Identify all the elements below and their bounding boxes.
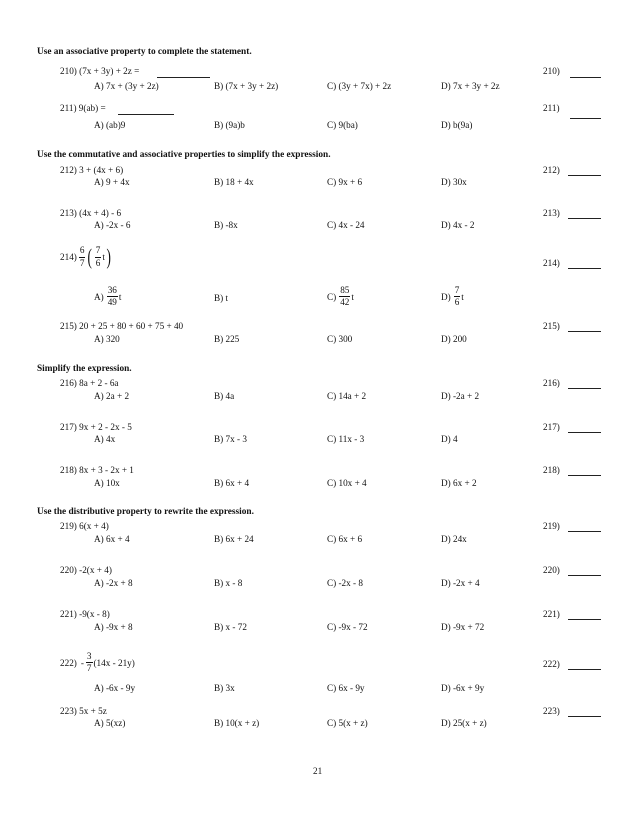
answer-blank[interactable] [568,619,601,620]
problem-number: 216) [543,378,560,388]
problem-number: 222) [543,659,560,669]
answer-blank[interactable] [570,77,601,78]
answer-blank[interactable] [118,114,174,115]
choice-c: C) 5(x + z) [327,718,368,728]
problem-stem: 213) (4x + 4) - 6 [60,208,122,218]
numerator: 3 [86,652,93,663]
choice-d: D) -2a + 2 [441,391,480,401]
choice-d: D) b(9a) [441,120,473,130]
fraction [86,652,93,673]
choice-c: C) 11x - 3 [327,434,365,444]
choice-a: A) 9 + 4x [94,177,130,187]
choice-c: C) (3y + 7x) + 2z [327,81,392,91]
choice-b: B) 10(x + z) [214,718,260,728]
choice-d: D) 6x + 2 [441,478,477,488]
answer-blank[interactable] [568,432,601,433]
choice-a: A) 7x + (3y + 2z) [94,81,159,91]
choice-a: A) 5(xz) [94,718,126,728]
choice-c: C) 6x - 9y [327,683,365,693]
choice-b: B) 3x [214,683,235,693]
problem-stem: 218) 8x + 3 - 2x + 1 [60,465,134,475]
choice-d: D) 4x - 2 [441,220,475,230]
choice-b: B) -8x [214,220,238,230]
page-number: 21 [313,766,323,776]
choice-c: C) 9(ba) [327,120,358,130]
choice-b: B) 6x + 24 [214,534,254,544]
problem-number: 214) [543,258,560,268]
problem-number: 220) [543,565,560,575]
numerator: 85 [339,286,350,297]
choice-b: B) (7x + 3y + 2z) [214,81,279,91]
problem-stem: 220) -2(x + 4) [60,565,112,575]
answer-blank[interactable] [570,118,601,119]
choice-c: C) 300 [327,334,353,344]
choice-letter: D) [441,291,451,302]
choice-c: C) -9x - 72 [327,622,368,632]
answer-blank[interactable] [568,669,601,670]
choice-d: D) 30x [441,177,467,187]
problem-number: 215) [543,321,560,331]
variable: t [351,291,354,302]
choice-a: A) 2a + 2 [94,391,130,401]
denominator: 42 [340,297,350,308]
expression: (14x - 21y) [93,657,135,668]
choice-letter: A) [94,291,104,302]
section-title: Simplify the expression. [37,364,132,374]
answer-blank[interactable] [568,268,601,269]
choice-a: A) 10x [94,478,120,488]
numerator: 7 [454,286,461,297]
section-title: Use the commutative and associative properties to simplify the expression. [37,150,331,160]
fraction [107,286,118,307]
answer-blank[interactable] [568,218,601,219]
fraction [95,246,102,267]
choice-d: D) 24x [441,534,467,544]
variable: t [461,291,464,302]
answer-blank[interactable] [568,575,601,576]
numerator: 6 [79,246,86,257]
choice-b: B) 7x - 3 [214,434,247,444]
problem-number: 212) [543,165,560,175]
choice-d: D) -9x + 72 [441,622,485,632]
choice-b: B) x - 72 [214,622,247,632]
problem-stem [60,246,112,268]
answer-blank[interactable] [568,331,601,332]
section-title: Use an associative property to complete the statement. [37,47,252,57]
problem-stem: 212) 3 + (4x + 6) [60,165,124,175]
choice-b: B) 6x + 4 [214,478,250,488]
choice-a: A) -2x - 6 [94,220,131,230]
choice-d: D) 25(x + z) [441,718,487,728]
problem-stem: 223) 5x + 5z [60,706,107,716]
problem-stem: 211) 9(ab) = [60,103,106,113]
problem-number: 213) [543,208,560,218]
denominator: 49 [107,297,117,308]
choice-b: B) (9a)b [214,120,245,130]
minus-sign: - [80,657,84,668]
choice-a: A) (ab)9 [94,120,126,130]
problem-number: 221) [543,609,560,619]
problem-number: 217) [543,422,560,432]
choice-a [94,286,121,307]
variable: t [118,291,122,302]
problem-number: 210) [543,66,560,76]
answer-blank[interactable] [568,475,601,476]
choice-a: A) 4x [94,434,116,444]
answer-blank[interactable] [568,716,601,717]
choice-a: A) 320 [94,334,120,344]
choice-d: D) 7x + 3y + 2z [441,81,500,91]
choice-b: B) 4a [214,391,235,401]
problem-stem: 219) 6(x + 4) [60,521,109,531]
problem-label: 214) [60,252,77,262]
fraction [339,286,350,307]
problem-stem: 221) -9(x - 8) [60,609,110,619]
choice-c: C) 4x - 24 [327,220,365,230]
denominator: 6 [95,257,101,268]
left-paren: ( [87,244,93,269]
problem-number: 211) [543,103,560,113]
numerator: 36 [107,286,118,297]
choice-c: C) 9x + 6 [327,177,363,187]
answer-blank[interactable] [568,531,601,532]
choice-c: C) 14a + 2 [327,391,367,401]
problem-number: 223) [543,706,560,716]
choice-a: A) -6x - 9y [94,683,136,693]
choice-d: D) 4 [441,434,458,444]
choice-c: C) 6x + 6 [327,534,363,544]
problem-stem: 210) (7x + 3y) + 2z = [60,66,140,76]
problem-stem [60,652,135,673]
problem-number: 218) [543,465,560,475]
choice-a: A) -2x + 8 [94,578,133,588]
problem-stem: 215) 20 + 25 + 80 + 60 + 75 + 40 [60,321,184,331]
problem-number: 219) [543,521,560,531]
variable: t [102,252,105,262]
right-paren: ) [106,244,111,269]
denominator: 7 [86,663,92,674]
choice-b: B) t [214,293,229,303]
answer-blank[interactable] [568,175,601,176]
denominator: 7 [79,257,85,268]
fraction [79,246,86,267]
choice-d: D) -2x + 4 [441,578,480,588]
fraction [454,286,461,307]
problem-stem: 217) 9x + 2 - 2x - 5 [60,422,132,432]
choice-d: D) -6x + 9y [441,683,485,693]
choice-a: A) 6x + 4 [94,534,130,544]
choice-b: B) 225 [214,334,240,344]
problem-label: 222) [60,657,77,668]
answer-blank[interactable] [157,77,210,78]
choice-c: C) 10x + 4 [327,478,367,488]
choice-c: C) -2x - 8 [327,578,363,588]
answer-blank[interactable] [568,388,601,389]
choice-d: D) 200 [441,334,467,344]
choice-b: B) 18 + 4x [214,177,254,187]
section-title: Use the distributive property to rewrite the expression. [37,507,254,517]
choice-c [327,286,354,307]
choice-b: B) x - 8 [214,578,243,588]
problem-stem: 216) 8a + 2 - 6a [60,378,119,388]
choice-d [441,286,464,307]
choice-a: A) -9x + 8 [94,622,133,632]
choice-letter: C) [327,291,337,302]
numerator: 7 [95,246,102,257]
denominator: 6 [454,297,460,308]
